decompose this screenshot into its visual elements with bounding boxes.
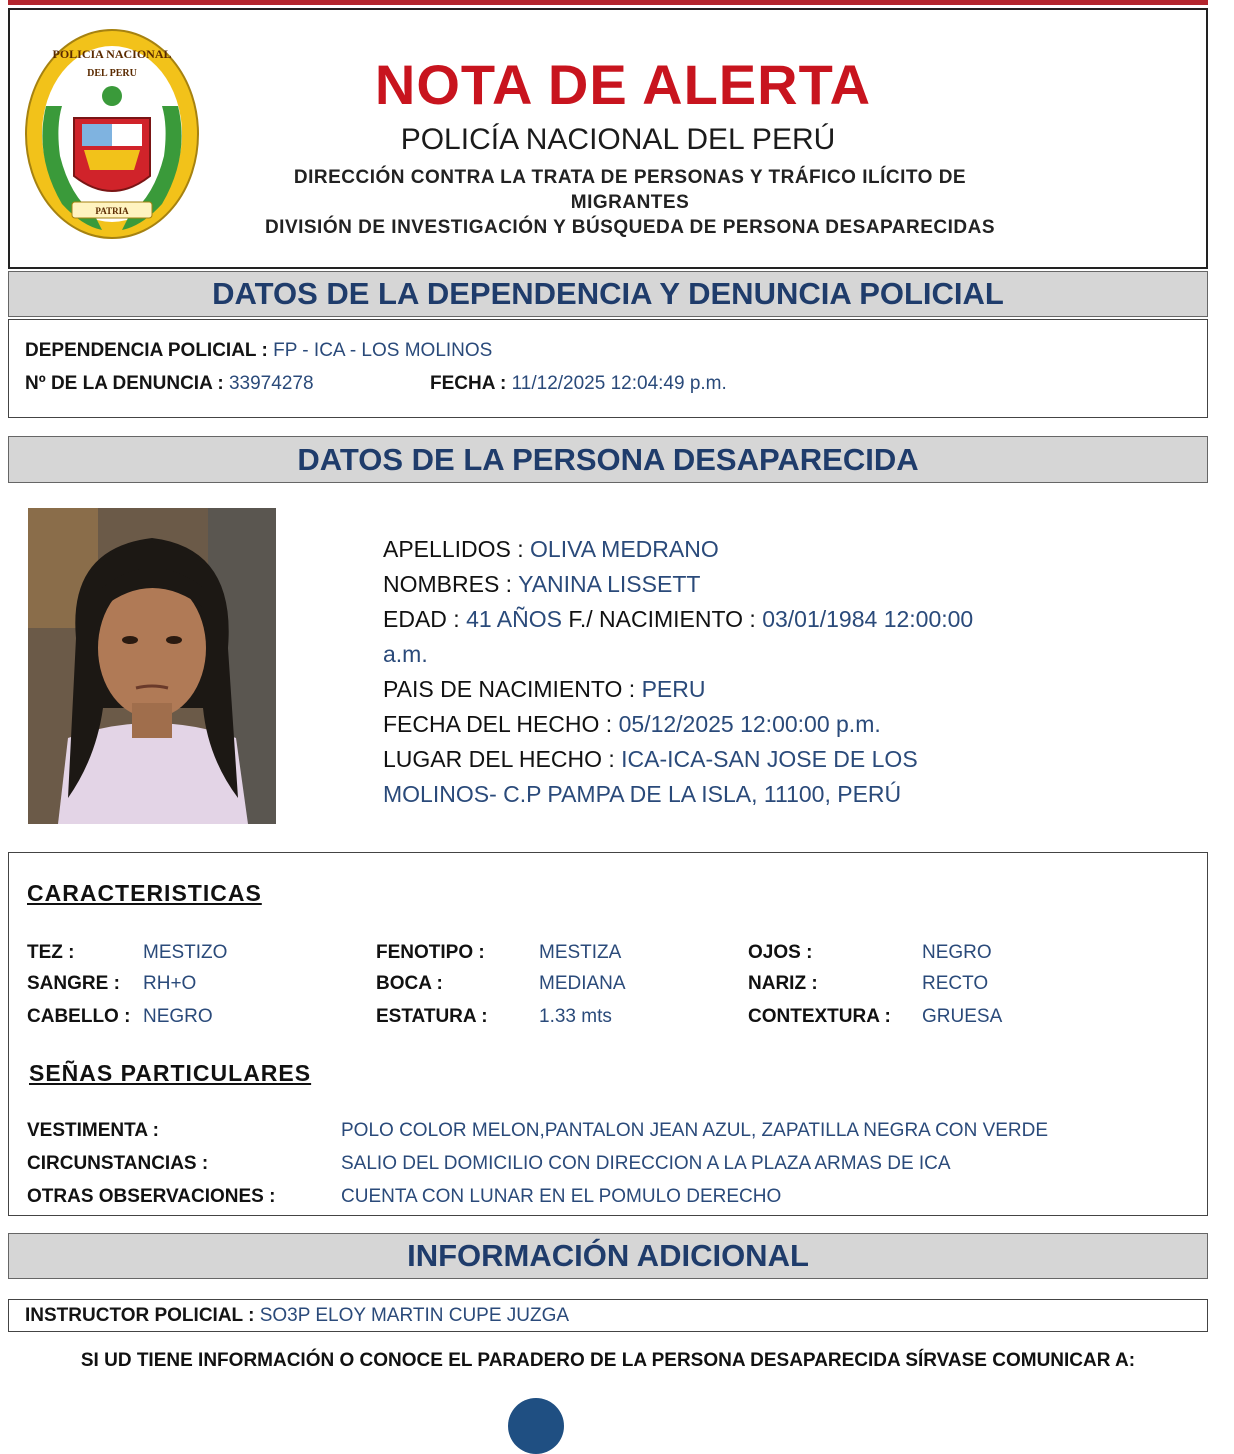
nacimiento-label: F./ NACIMIENTO : [568, 606, 756, 632]
person-photo [28, 508, 276, 824]
denuncia-value: 33974278 [228, 373, 314, 394]
division-text: DIVISIÓN DE INVESTIGACIÓN Y BÚSQUEDA DE PERSONA DESAPARECIDAS [264, 217, 996, 238]
apellidos-row [383, 532, 973, 567]
tez-value: MESTIZO [143, 942, 228, 963]
nacimiento-value-2: a.m. [383, 641, 428, 667]
instructor-label: INSTRUCTOR POLICIAL : [25, 1305, 255, 1326]
tez-label: TEZ : [27, 942, 75, 963]
cabello-value: NEGRO [143, 1006, 213, 1027]
section-dependencia-header: DATOS DE LA DEPENDENCIA Y DENUNCIA POLICIAL [8, 271, 1208, 317]
instructor-box [8, 1299, 1208, 1332]
edad-row [383, 602, 973, 637]
caracteristicas-box [8, 852, 1208, 1216]
ojos-label: OJOS : [748, 942, 813, 963]
fecha-hecho-label: FECHA DEL HECHO : [383, 711, 613, 737]
estatura-label: ESTATURA : [376, 1006, 488, 1027]
instructor-value: SO3P ELOY MARTIN CUPE JUZGA [259, 1305, 570, 1326]
estatura-value: 1.33 mts [539, 1006, 612, 1027]
footer-contact-text: SI UD TIENE INFORMACIÓN O CONOCE EL PARADERO DE LA PERSONA DESAPARECIDA SÍRVASE COMUNICAR A: [80, 1350, 1136, 1371]
fecha-value: 11/12/2025 12:04:49 p.m. [511, 373, 727, 394]
nacimiento-value: 03/01/1984 12:00:00 [762, 606, 974, 632]
senas-title: SEÑAS PARTICULARES [29, 1060, 312, 1086]
cabello-label: CABELLO : [27, 1006, 131, 1027]
nombres-row [383, 567, 973, 602]
person-details [383, 532, 973, 812]
pais-label: PAIS DE NACIMIENTO : [383, 676, 636, 702]
pais-value: PERU [641, 676, 706, 702]
edad-label: EDAD : [383, 606, 460, 632]
logo-text-top: POLICIA NACIONAL [52, 47, 172, 61]
observaciones-label: OTRAS OBSERVACIONES : [27, 1186, 276, 1207]
dependencia-value: FP - ICA - LOS MOLINOS [273, 340, 493, 361]
nombres-value: YANINA LISSETT [518, 571, 701, 597]
lugar-row-2 [383, 777, 973, 812]
caracteristicas-title: CARACTERISTICAS [27, 880, 262, 906]
lugar-label: LUGAR DEL HECHO : [383, 746, 615, 772]
denuncia-label: Nº DE LA DENUNCIA : [25, 373, 224, 394]
section-adicional-header: INFORMACIÓN ADICIONAL [8, 1233, 1208, 1279]
nariz-label: NARIZ : [748, 973, 818, 994]
dependencia-box [8, 319, 1208, 418]
sangre-label: SANGRE : [27, 973, 120, 994]
direction-line-2: MIGRANTES [570, 192, 690, 213]
apellidos-value: OLIVA MEDRANO [530, 536, 719, 562]
alert-title: NOTA DE ALERTA [374, 53, 872, 116]
nariz-value: RECTO [922, 973, 989, 994]
boca-value: MEDIANA [539, 973, 626, 994]
contextura-value: GRUESA [922, 1006, 1003, 1027]
header-box [8, 8, 1208, 269]
instructor-row [25, 1305, 569, 1327]
fecha-hecho-row [383, 707, 973, 742]
fecha-row [430, 373, 727, 395]
fenotipo-label: FENOTIPO : [376, 942, 485, 963]
vestimenta-value: POLO COLOR MELON,PANTALON JEAN AZUL, ZAPATILLA NEGRA CON VERDE [341, 1120, 1049, 1141]
fenotipo-value: MESTIZA [539, 942, 622, 963]
org-name: POLICÍA NACIONAL DEL PERÚ [400, 123, 836, 156]
top-red-line [8, 0, 1208, 5]
dependencia-row [25, 340, 492, 362]
ojos-value: NEGRO [922, 942, 992, 963]
circunstancias-label: CIRCUNSTANCIAS : [27, 1153, 209, 1174]
direction-line-1: DIRECCIÓN CONTRA LA TRATA DE PERSONAS Y TRÁFICO ILÍCITO DE [293, 167, 967, 188]
circunstancias-value: SALIO DEL DOMICILIO CON DIRECCION A LA PLAZA ARMAS DE ICA [341, 1153, 951, 1174]
observaciones-value: CUENTA CON LUNAR EN EL POMULO DERECHO [341, 1186, 782, 1207]
fecha-hecho-value: 05/12/2025 12:00:00 p.m. [618, 711, 881, 737]
logo-text-bottom: PATRIA [95, 206, 129, 216]
lugar-value: ICA-ICA-SAN JOSE DE LOS [621, 746, 918, 772]
contextura-label: CONTEXTURA : [748, 1006, 891, 1027]
lugar-value-2: MOLINOS- C.P PAMPA DE LA ISLA, 11100, PERÚ [383, 781, 902, 807]
boca-label: BOCA : [376, 973, 443, 994]
pais-row [383, 672, 973, 707]
apellidos-label: APELLIDOS : [383, 536, 524, 562]
denuncia-row [25, 373, 314, 395]
fecha-label: FECHA : [430, 373, 507, 394]
nacimiento-row-2 [383, 637, 973, 672]
contact-icon [508, 1398, 564, 1454]
sangre-value: RH+O [143, 973, 197, 994]
nombres-label: NOMBRES : [383, 571, 513, 597]
direction-text [240, 165, 1020, 215]
vestimenta-label: VESTIMENTA : [27, 1120, 159, 1141]
logo-text-mid: DEL PERU [87, 68, 137, 79]
section-persona-header: DATOS DE LA PERSONA DESAPARECIDA [8, 436, 1208, 483]
dependencia-label: DEPENDENCIA POLICIAL : [25, 340, 268, 361]
edad-value: 41 AÑOS [466, 606, 562, 632]
lugar-row [383, 742, 973, 777]
